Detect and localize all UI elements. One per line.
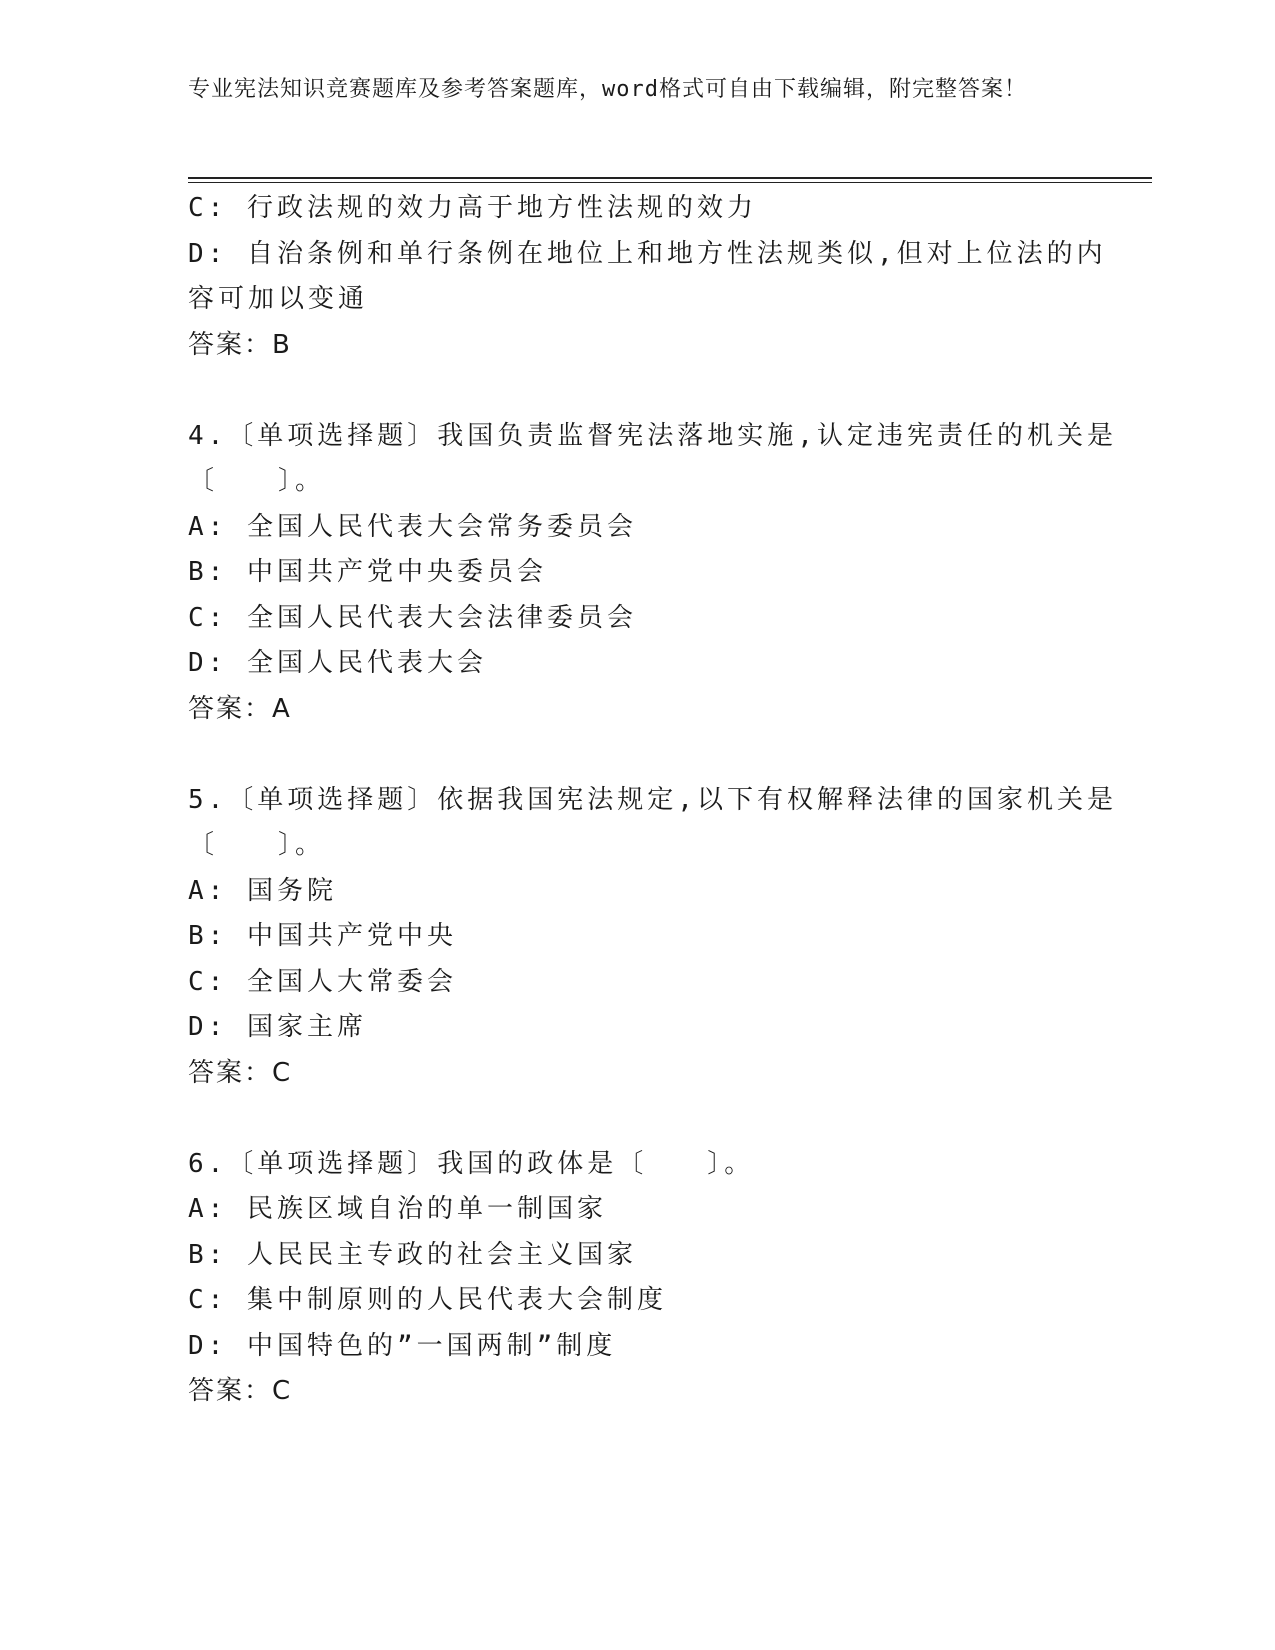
answer-line: 答案：B [188, 329, 292, 360]
question-stem-continued: 〔 〕。 [188, 830, 326, 860]
question-block-6 [188, 1142, 1088, 1415]
answer-line: 答案：A [188, 693, 292, 724]
page-header: 专业宪法知识竞赛题库及参考答案题库，word格式可自由下载编辑，附完整答案！ [188, 77, 1027, 102]
question-stem: 4.〔单项选择题〕我国负责监督宪法落地实施,认定违宪责任的机关是 [188, 420, 1117, 451]
option-a: A: 民族区域自治的单一制国家 [188, 1194, 607, 1224]
spacer [188, 368, 1088, 414]
option-d: D: 中国特色的”一国两制”制度 [188, 1330, 617, 1361]
option-d: D: 国家主席 [188, 1012, 367, 1042]
option-b: B: 中国共产党中央委员会 [188, 557, 547, 587]
spacer [188, 732, 1088, 778]
answer-line: 答案：C [188, 1057, 293, 1088]
option-c: C: 集中制原则的人民代表大会制度 [188, 1285, 667, 1315]
option-c: C: 全国人大常委会 [188, 966, 457, 997]
question-block-5 [188, 778, 1117, 1097]
question-stem: 5.〔单项选择题〕依据我国宪法规定,以下有权解释法律的国家机关是 [188, 784, 1117, 815]
option-a: A: 国务院 [188, 875, 337, 906]
question-stem: 6.〔单项选择题〕我国的政体是〔 〕。 [188, 1148, 755, 1179]
header-rule-thick [188, 177, 1152, 179]
option-c: C: 行政法规的效力高于地方性法规的效力 [188, 193, 757, 223]
option-b: B: 人民民主专政的社会主义国家 [188, 1239, 637, 1270]
question-list [188, 186, 1117, 1415]
header-rule-thin [188, 182, 1152, 183]
option-b: B: 中国共产党中央 [188, 921, 457, 951]
option-c: C: 全国人民代表大会法律委员会 [188, 602, 637, 633]
option-a: A: 全国人民代表大会常务委员会 [188, 511, 637, 542]
option-d-continued: 容可加以变通 [188, 284, 369, 314]
prev-question-block [188, 186, 1107, 368]
answer-line: 答案：C [188, 1376, 293, 1406]
option-d: D: 全国人民代表大会 [188, 648, 487, 678]
question-stem-continued: 〔 〕。 [188, 466, 326, 496]
option-d: D: 自治条例和单行条例在地位上和地方性法规类似,但对上位法的内 [188, 238, 1107, 269]
question-block-4 [188, 414, 1117, 733]
spacer [188, 1096, 1088, 1142]
